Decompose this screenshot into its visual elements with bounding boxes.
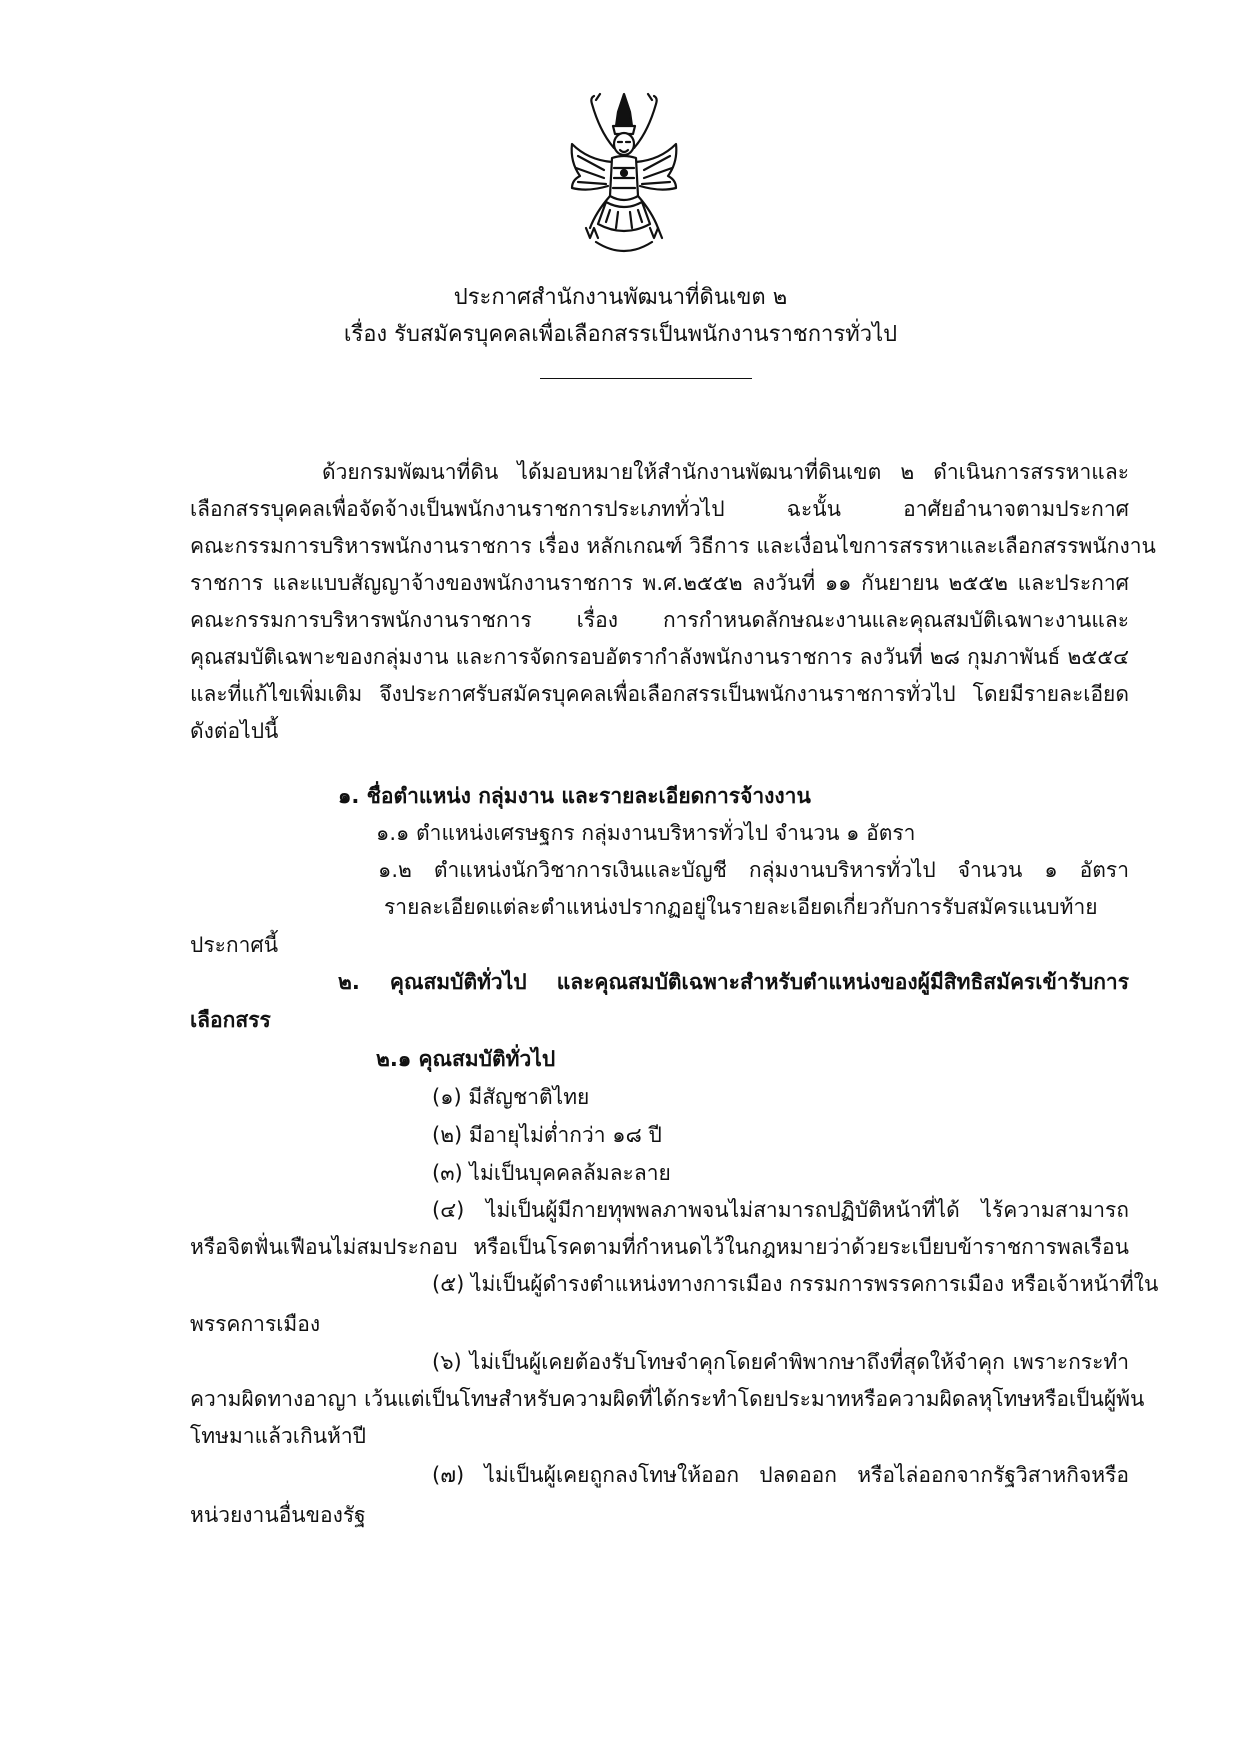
qualification-4-line-1: (๔) ไม่เป็นผู้มีกายทุพพลภาพจนไม่สามารถปฏิบัติหน้าที่ได้ ไร้ความสามารถ: [432, 1198, 1129, 1222]
announcement-title: ประกาศสำนักงานพัฒนาที่ดินเขต ๒: [453, 285, 788, 310]
qualification-7-line-1: (๗) ไม่เป็นผู้เคยถูกลงโทษให้ออก ปลดออก หรือไล่ออกจากรัฐวิสาหกิจหรือ: [432, 1463, 1129, 1487]
intro-line-5: คณะกรรมการบริหารพนักงานราชการ เรื่อง การกำหนดลักษณะงานและคุณสมบัติเฉพาะงานและ: [190, 608, 1129, 632]
section-1-detail-line-1: รายละเอียดแต่ละตำแหน่งปรากฏอยู่ในรายละเอียดเกี่ยวกับการรับสมัครแนบท้าย: [384, 895, 1098, 919]
intro-line-8: ดังต่อไปนี้: [190, 719, 279, 743]
section-1-item-1: ๑.๑ ตำแหน่งเศรษฐกร กลุ่มงานบริหารทั่วไป จำนวน ๑ อัตรา: [376, 821, 916, 845]
intro-line-1: ด้วยกรมพัฒนาที่ดิน ได้มอบหมายให้สำนักงานพัฒนาที่ดินเขต ๒ ดำเนินการสรรหาและ: [322, 460, 1129, 484]
qualification-6-line-3: โทษมาแล้วเกินห้าปี: [190, 1424, 367, 1448]
section-2-1-heading: ๒.๑ คุณสมบัติทั่วไป: [376, 1047, 556, 1071]
section-2-heading-line-2: เลือกสรร: [190, 1008, 271, 1032]
qualification-5-line-2: พรรคการเมือง: [190, 1312, 321, 1336]
announcement-subject: เรื่อง รับสมัครบุคคลเพื่อเลือกสรรเป็นพนักงานราชการทั่วไป: [343, 322, 898, 347]
qualification-3: (๓) ไม่เป็นบุคคลล้มละลาย: [432, 1161, 671, 1185]
qualification-1: (๑) มีสัญชาติไทย: [432, 1085, 590, 1109]
qualification-4-line-2: หรือจิตฟั่นเฟือนไม่สมประกอบ หรือเป็นโรคตามที่กำหนดไว้ในกฎหมายว่าด้วยระเบียบข้าราชการพลเรือน: [190, 1235, 1129, 1259]
qualification-7-line-2: หน่วยงานอื่นของรัฐ: [190, 1503, 366, 1527]
section-1-item-2: ๑.๒ ตำแหน่งนักวิชาการเงินและบัญชี กลุ่มงานบริหารทั่วไป จำนวน ๑ อัตรา: [378, 858, 1129, 882]
qualification-6-line-2: ความผิดทางอาญา เว้นแต่เป็นโทษสำหรับความผิดที่ได้กระทำโดยประมาทหรือความผิดลหุโทษหรือเป็นผู้พ้น: [190, 1387, 1145, 1411]
intro-line-6: คุณสมบัติเฉพาะของกลุ่มงาน และการจัดกรอบอัตรากำลังพนักงานราชการ ลงวันที่ ๒๘ กุมภาพันธ์ ๒๕๕๔: [190, 645, 1129, 669]
qualification-6-line-1: (๖) ไม่เป็นผู้เคยต้องรับโทษจำคุกโดยคำพิพากษาถึงที่สุดให้จำคุก เพราะกระทำ: [432, 1350, 1129, 1374]
title-divider: [540, 378, 752, 379]
intro-line-3: คณะกรรมการบริหารพนักงานราชการ เรื่อง หลักเกณฑ์ วิธีการ และเงื่อนไขการสรรหาและเลือกสรรพนักงาน: [190, 534, 1156, 558]
garuda-emblem-icon: [566, 92, 682, 260]
intro-line-2: เลือกสรรบุคคลเพื่อจัดจ้างเป็นพนักงานราชการประเภททั่วไป ฉะนั้น อาศัยอำนาจตามประกาศ: [190, 497, 1129, 521]
qualification-5-line-1: (๕) ไม่เป็นผู้ดำรงตำแหน่งทางการเมือง กรรมการพรรคการเมือง หรือเจ้าหน้าที่ใน: [432, 1272, 1159, 1296]
intro-line-4: ราชการ และแบบสัญญาจ้างของพนักงานราชการ พ.ศ.๒๕๕๒ ลงวันที่ ๑๑ กันยายน ๒๕๕๒ และประกาศ: [190, 571, 1129, 595]
intro-line-7: และที่แก้ไขเพิ่มเติม จึงประกาศรับสมัครบุคคลเพื่อเลือกสรรเป็นพนักงานราชการทั่วไป โดยมีรายละเอียด: [190, 682, 1129, 706]
section-2-heading-line-1: ๒. คุณสมบัติทั่วไป และคุณสมบัติเฉพาะสำหรับตำแหน่งของผู้มีสิทธิสมัครเข้ารับการ: [338, 970, 1129, 994]
section-1-detail-line-2: ประกาศนี้: [190, 933, 279, 957]
qualification-2: (๒) มีอายุไม่ต่ำกว่า ๑๘ ปี: [432, 1123, 662, 1147]
section-1-heading: ๑. ชื่อตำแหน่ง กลุ่มงาน และรายละเอียดการจ้างงาน: [338, 784, 811, 808]
